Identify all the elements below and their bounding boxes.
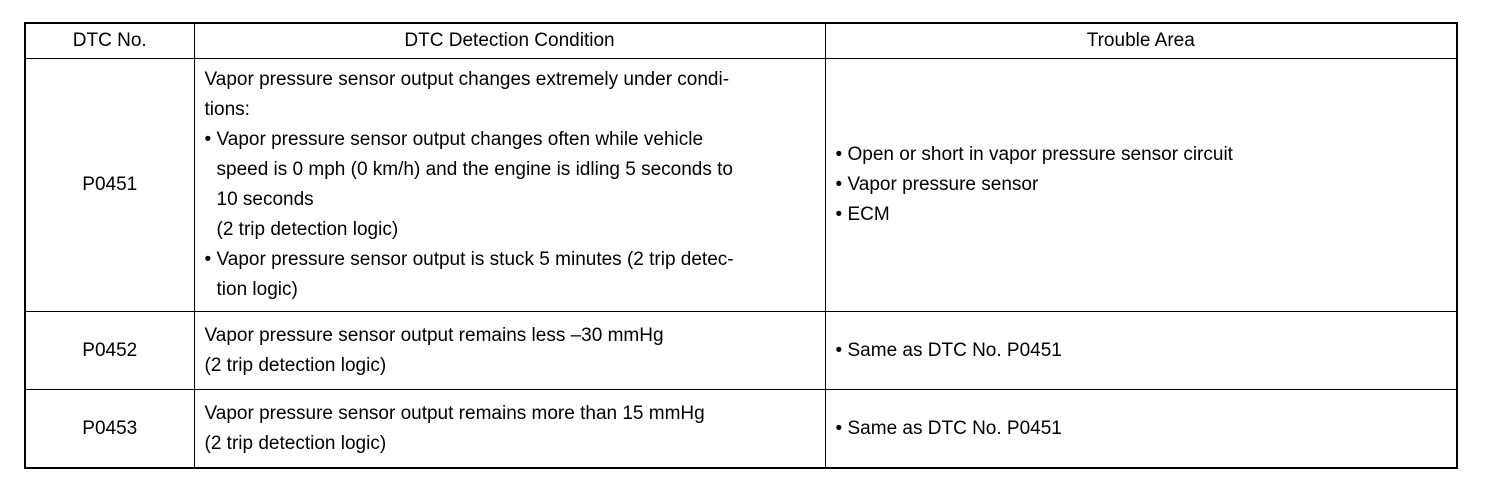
bullet-icon: •	[835, 339, 843, 361]
table-row	[25, 390, 1457, 469]
area-bullet	[836, 200, 1447, 230]
bullet-icon: •	[835, 174, 843, 195]
header-trouble-area: Trouble Area	[825, 23, 1457, 59]
bullet-icon: •	[204, 249, 212, 270]
trouble-area	[825, 390, 1457, 469]
condition-bullet	[205, 245, 813, 305]
table-header-row	[25, 23, 1457, 59]
trouble-area	[825, 312, 1457, 390]
area-text: Same as DTC No. P0451	[847, 339, 1062, 361]
condition-text: tions:	[204, 99, 250, 120]
condition-text: (2 trip detection logic)	[216, 219, 399, 240]
table-row	[25, 312, 1457, 390]
condition-bullet	[205, 125, 813, 245]
bullet-icon: •	[835, 417, 843, 439]
detection-condition	[194, 390, 825, 469]
trouble-area	[825, 59, 1457, 312]
area-text: Vapor pressure sensor	[847, 174, 1039, 195]
area-text: Same as DTC No. P0451	[847, 417, 1062, 439]
condition-text: speed is 0 mph (0 km/h) and the engine is idling 5 seconds to	[216, 159, 733, 180]
condition-text: Vapor pressure sensor output changes often while vehicle	[216, 129, 704, 150]
condition-text: (2 trip detection logic)	[204, 432, 387, 454]
dtc-code: P0452	[25, 312, 194, 390]
condition-text: tion logic)	[216, 279, 298, 300]
area-bullet	[836, 170, 1447, 200]
header-dtc-no: DTC No.	[25, 23, 194, 59]
dtc-table	[24, 22, 1458, 469]
dtc-code: P0451	[25, 59, 194, 312]
bullet-icon: •	[204, 129, 212, 150]
bullet-icon: •	[835, 144, 843, 165]
header-detection-condition: DTC Detection Condition	[194, 23, 825, 59]
detection-condition	[194, 312, 825, 390]
area-text: Open or short in vapor pressure sensor circuit	[847, 144, 1233, 165]
bullet-icon: •	[835, 204, 843, 225]
area-text: ECM	[847, 204, 890, 225]
area-bullet	[836, 414, 1447, 444]
condition-text: 10 seconds	[216, 189, 314, 210]
condition-text: Vapor pressure sensor output remains more than 15 mmHg	[204, 402, 705, 424]
condition-text: (2 trip detection logic)	[204, 354, 387, 376]
condition-text: Vapor pressure sensor output remains less –30 mmHg	[204, 324, 664, 346]
condition-text: Vapor pressure sensor output is stuck 5 minutes (2 trip detec-	[216, 249, 734, 270]
area-bullet	[836, 140, 1447, 170]
condition-text: Vapor pressure sensor output changes extremely under condi-	[204, 69, 730, 90]
dtc-code: P0453	[25, 390, 194, 469]
area-bullet	[836, 336, 1447, 366]
detection-condition	[194, 59, 825, 312]
table-row	[25, 59, 1457, 312]
